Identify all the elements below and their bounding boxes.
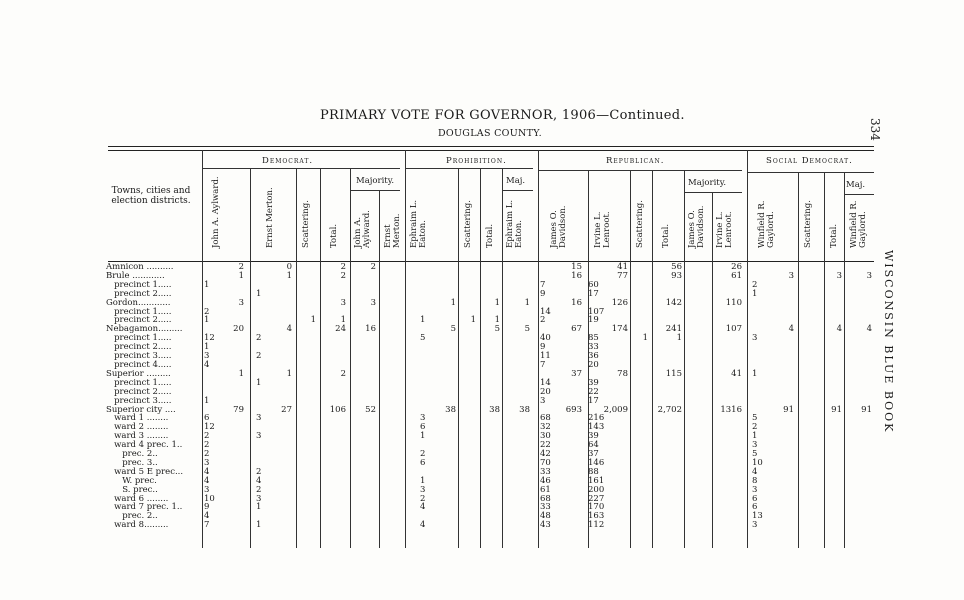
header-maj-eaton: Ephraim L. Eaton.	[505, 199, 524, 248]
header-s-scattering: Scattering.	[803, 200, 813, 248]
col-rule	[630, 170, 631, 548]
aylward-precinct-votes: 1 2 1 12 1 3 4 1 6 12 2 2 2 3 4 4 3 10 9 4 7	[204, 279, 215, 531]
header-s-total: Total.	[829, 223, 839, 248]
social-democrat-total: 3 4 91	[831, 270, 842, 415]
row-header: Towns, cities and election districts.	[111, 186, 191, 206]
col-rule	[747, 150, 748, 548]
header-p-scattering: Scattering.	[463, 200, 473, 248]
col-rule	[538, 150, 539, 548]
header-maj-merton: Ernst Merton.	[383, 213, 402, 248]
majority-line-s	[844, 194, 874, 195]
header-aylward: John A. Aylward.	[211, 176, 221, 248]
page-title: PRIMARY VOTE FOR GOVERNOR, 1906—Continued.	[320, 108, 685, 123]
republican-total: 56 93 142 241 1 115 2,702	[657, 262, 682, 415]
col-rule	[250, 168, 251, 548]
header-maj-lenroot: Irvine L. Lenroot.	[715, 211, 734, 248]
col-rule	[379, 190, 380, 548]
eaton-precinct-votes: 1 5 3 6 1 2 6 1 3 2 4 4	[420, 315, 426, 531]
header-eaton: Ephraim L. Eaton.	[409, 199, 428, 248]
group-social-democrat: Social Democrat.	[766, 156, 853, 166]
group-republican: Republican.	[606, 156, 665, 166]
prohibition-total: 1 1 5 38	[489, 297, 500, 415]
header-maj-davidson: James O. Davidson.	[687, 205, 706, 248]
col-rule	[798, 172, 799, 548]
header-bottom-rule	[108, 261, 874, 262]
page-number: 334	[868, 118, 882, 141]
col-rule	[350, 168, 351, 548]
democrat-scattering: 1	[310, 315, 316, 326]
davidson-total-votes: 15 16 16 67 37 693	[565, 262, 582, 415]
header-lenroot: Irvine L. Lenroot.	[593, 211, 612, 248]
col-rule	[202, 150, 203, 548]
group-democrat: Democrat.	[262, 156, 314, 166]
col-rule	[320, 168, 321, 548]
gaylord-precinct-votes: 2 1 3 1 5 2 1 3 5 10 4 8 3 6 6 13 3	[752, 279, 763, 531]
county-subtitle: DOUGLAS COUNTY.	[438, 128, 542, 139]
majority-line-d	[350, 190, 400, 191]
header-davidson: James O. Davidson.	[549, 205, 568, 248]
democrat-total: 2 2 3 1 24 2 106	[329, 262, 346, 415]
majority-eaton: 1 5 38	[519, 297, 530, 415]
majority-lenroot: 26 61 110 107 41 1316	[720, 262, 742, 415]
eaton-total-votes: 1 5 38	[445, 297, 456, 415]
header-r-total: Total.	[661, 223, 671, 248]
majority-prohibition: Maj.	[506, 176, 526, 186]
header-gaylord: Winfield R. Gaylord.	[757, 200, 776, 248]
top-rule	[108, 146, 874, 147]
header-r-scattering: Scattering.	[635, 200, 645, 248]
democrat-group-line	[202, 168, 400, 169]
col-rule	[712, 192, 713, 548]
col-rule	[684, 170, 685, 548]
aylward-total-votes: 2 1 3 20 1 79	[233, 262, 244, 415]
header-merton: Ernst Merton.	[265, 187, 275, 248]
majority-aylward: 2 3 16 52	[365, 262, 376, 415]
republican-group-line	[538, 170, 742, 171]
top-rule-double	[108, 150, 874, 151]
header-d-total: Total.	[329, 223, 339, 248]
header-maj-gaylord: Winfield R. Gaylord.	[849, 200, 868, 248]
group-prohibition: Prohibition.	[446, 156, 507, 166]
col-rule	[458, 168, 459, 548]
col-rule	[405, 150, 406, 548]
gaylord-total-votes: 3 4 91	[783, 270, 794, 415]
merton-precinct-votes: 1 2 2 1 3 3 2 4 2 3 1 1	[256, 288, 262, 531]
prohibition-group-line	[405, 168, 533, 169]
prohibition-scattering: 1	[470, 315, 476, 326]
col-rule	[844, 172, 845, 548]
header-p-total: Total.	[485, 223, 495, 248]
col-rule	[296, 168, 297, 548]
header-d-scattering: Scattering.	[301, 200, 311, 248]
social-democrat-group-line	[747, 172, 874, 173]
republican-scattering: 1	[642, 333, 648, 344]
col-rule	[502, 168, 503, 548]
majority-line-r	[684, 192, 742, 193]
header-maj-aylward: John A. Aylward.	[353, 210, 372, 248]
district-names: Amnicon .......... Brule ............ precinct 1..... precinct 2..... Gordon............ precinct 1..... precinct 2..... Nebagamon......... precinct 1..... precinct 2..... precinct 3..... precinct 4..... Superior ......... precinct 1..... precinct 2..... precinct 3..... Superior city .... ward 1 ........ ward 2 ........ ward 3 ........ ward 4 prec. 1.. prec. 2.. prec. 3.. ward 5 E prec... W. prec. S. prec.. ward 6 ........ ward 7 prec. 1.. prec. 2.. ward 8.........	[106, 262, 184, 531]
merton-total-votes: 0 1 4 1 27	[281, 262, 292, 415]
lenroot-total-votes: 41 77 126 174 78 2,009	[603, 262, 628, 415]
majority-line-p	[502, 190, 533, 191]
col-rule	[480, 168, 481, 548]
col-rule	[824, 172, 825, 548]
majority-gaylord: 3 4 91	[861, 270, 872, 415]
running-side-title: WISCONSIN BLUE BOOK	[882, 250, 895, 434]
majority-democrat: Majority.	[356, 176, 395, 186]
majority-social-democrat: Maj.	[846, 180, 866, 190]
lenroot-precinct-votes: 60 17 107 19 85 33 36 20 39 22 17 216 143 39 64 37 146 88 161 200 227 170 163 112	[588, 279, 605, 531]
davidson-precinct-votes: 7 9 14 2 40 9 11 7 14 20 3 68 32 30 22 42 70 33 46 61 68 33 48 43	[540, 279, 551, 531]
majority-republican: Majority.	[688, 178, 727, 188]
